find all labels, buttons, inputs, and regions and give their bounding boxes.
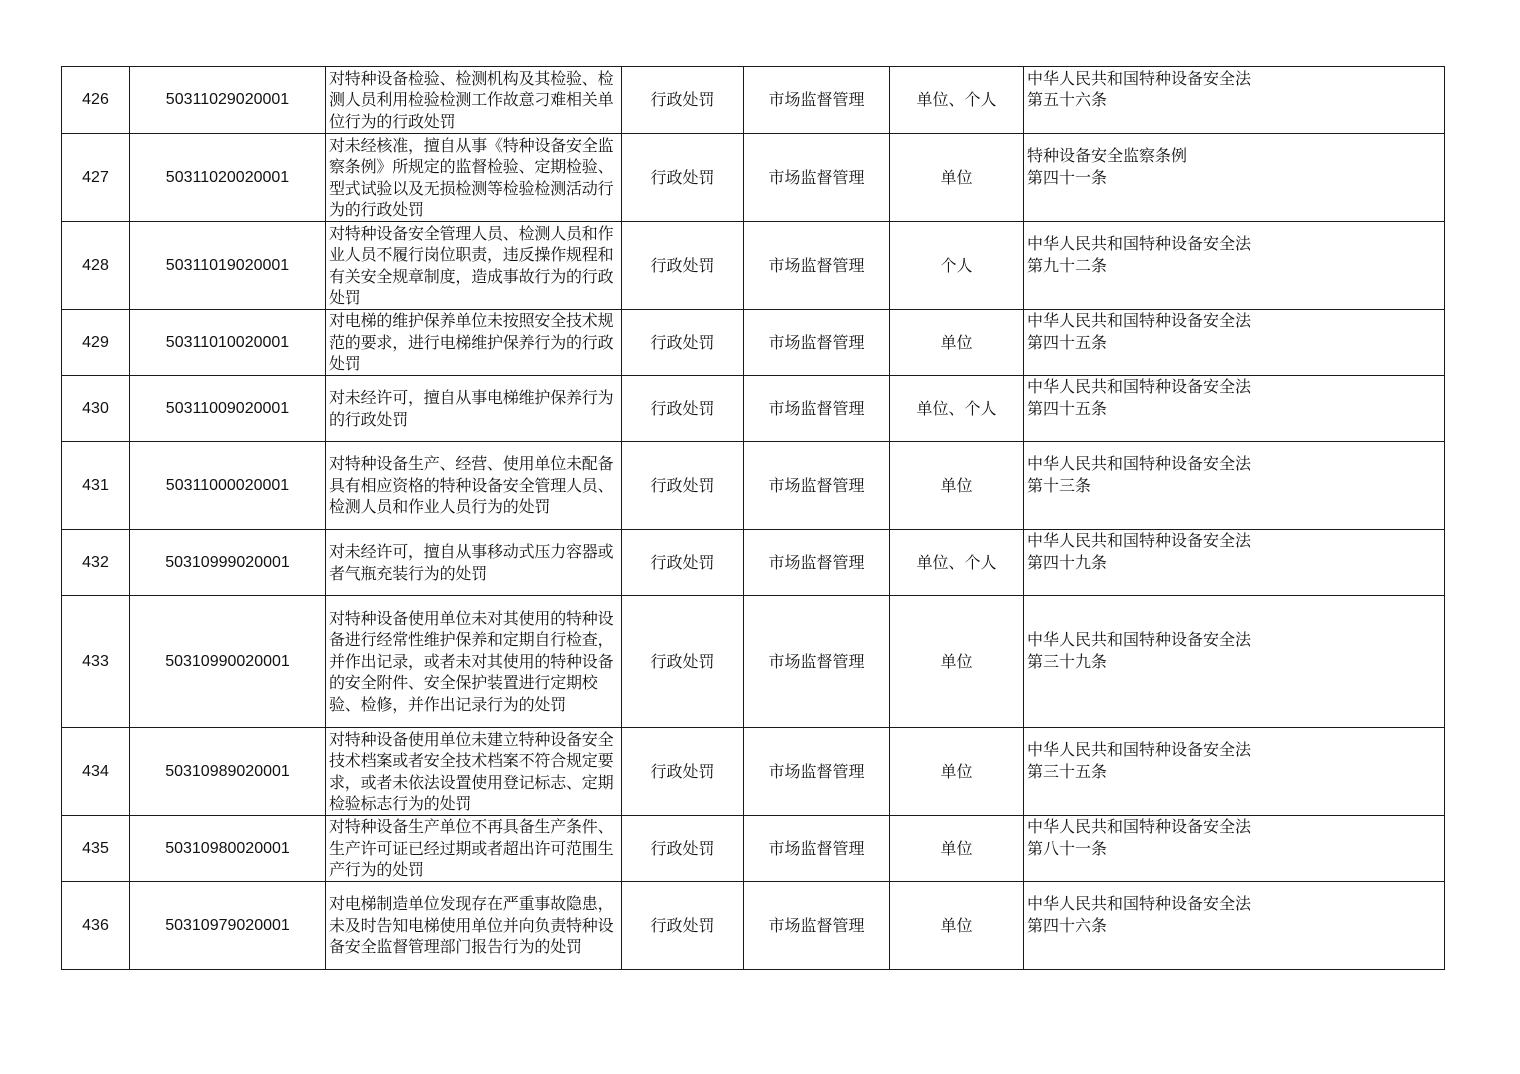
legal-basis [1024,310,1445,376]
legal-basis-content [1027,629,1441,672]
item-name: 对未经许可，擅自从事移动式压力容器或者气瓶充装行为的处罚 [326,530,622,596]
item-code: 50311019020001 [130,222,326,310]
law-article: 第四十九条 [1027,552,1108,572]
legal-basis [1024,882,1445,970]
legal-basis-content [1027,893,1441,936]
table-body [62,67,1445,970]
table-row [62,882,1445,970]
target-subject: 单位 [890,816,1024,882]
power-type: 行政处罚 [622,442,744,530]
legal-basis [1024,728,1445,816]
item-name: 对特种设备使用单位未建立特种设备安全技术档案或者安全技术档案不符合规定要求，或者未依法设置使用登记标志、定期检验标志行为的处罚 [326,728,622,816]
law-article: 第四十六条 [1027,915,1108,935]
item-code: 50310979020001 [130,882,326,970]
table-row [62,442,1445,530]
law-article: 第四十五条 [1027,398,1108,418]
power-type: 行政处罚 [622,376,744,442]
power-type: 行政处罚 [622,530,744,596]
table-row [62,728,1445,816]
law-article: 第十三条 [1027,475,1092,495]
legal-basis [1024,222,1445,310]
power-type: 行政处罚 [622,728,744,816]
legal-basis-content [1027,68,1441,111]
table-row [62,530,1445,596]
legal-basis-content [1027,233,1441,276]
row-number: 431 [62,442,130,530]
target-subject: 个人 [890,222,1024,310]
target-subject: 单位、个人 [890,67,1024,134]
item-code: 50311010020001 [130,310,326,376]
law-name: 特种设备安全监察条例 [1027,146,1188,165]
department: 市场监督管理 [744,596,890,728]
target-subject: 单位 [890,134,1024,222]
legal-basis-content [1027,310,1441,353]
legal-basis-content [1027,816,1441,859]
department: 市场监督管理 [744,134,890,222]
target-subject: 单位 [890,442,1024,530]
legal-basis [1024,134,1445,222]
department: 市场监督管理 [744,376,890,442]
law-article: 第九十二条 [1027,255,1108,275]
spreadsheet-page [61,66,1445,970]
department: 市场监督管理 [744,882,890,970]
legal-basis [1024,376,1445,442]
table-row [62,67,1445,134]
row-number: 428 [62,222,130,310]
item-code: 50310989020001 [130,728,326,816]
item-code: 50310999020001 [130,530,326,596]
power-type: 行政处罚 [622,222,744,310]
target-subject: 单位 [890,882,1024,970]
law-name: 中华人民共和国特种设备安全法 [1027,234,1252,253]
legal-basis-content [1027,530,1441,573]
legal-basis [1024,596,1445,728]
law-name: 中华人民共和国特种设备安全法 [1027,377,1252,396]
item-name: 对特种设备检验、检测机构及其检验、检测人员利用检验检测工作故意刁难相关单位行为的行政处罚 [326,67,622,134]
table-row [62,376,1445,442]
item-name: 对特种设备生产单位不再具备生产条件、生产许可证已经过期或者超出许可范围生产行为的处罚 [326,816,622,882]
power-type: 行政处罚 [622,310,744,376]
law-name: 中华人民共和国特种设备安全法 [1027,531,1252,550]
legal-basis [1024,530,1445,596]
law-name: 中华人民共和国特种设备安全法 [1027,817,1252,836]
department: 市场监督管理 [744,530,890,596]
target-subject: 单位、个人 [890,530,1024,596]
law-article: 第三十九条 [1027,651,1108,671]
item-name: 对特种设备安全管理人员、检测人员和作业人员不履行岗位职责，违反操作规程和有关安全规章制度，造成事故行为的行政处罚 [326,222,622,310]
target-subject: 单位 [890,728,1024,816]
legal-basis [1024,67,1445,134]
law-name: 中华人民共和国特种设备安全法 [1027,630,1252,649]
law-name: 中华人民共和国特种设备安全法 [1027,740,1252,759]
item-name: 对未经核准，擅自从事《特种设备安全监察条例》所规定的监督检验、定期检验、型式试验以及无损检测等检验检测活动行为的行政处罚 [326,134,622,222]
law-article: 第五十六条 [1027,90,1108,109]
row-number: 433 [62,596,130,728]
item-name: 对电梯的维护保养单位未按照安全技术规范的要求，进行电梯维护保养行为的行政处罚 [326,310,622,376]
item-code: 50311020020001 [130,134,326,222]
law-name: 中华人民共和国特种设备安全法 [1027,68,1252,88]
item-code: 50311009020001 [130,376,326,442]
row-number: 434 [62,728,130,816]
power-type: 行政处罚 [622,596,744,728]
law-name: 中华人民共和国特种设备安全法 [1027,311,1252,330]
department: 市场监督管理 [744,728,890,816]
row-number: 432 [62,530,130,596]
law-name: 中华人民共和国特种设备安全法 [1027,454,1252,473]
power-type: 行政处罚 [622,816,744,882]
item-code: 50311029020001 [130,67,326,134]
table-row [62,596,1445,728]
item-code: 50310990020001 [130,596,326,728]
item-name: 对特种设备生产、经营、使用单位未配备具有相应资格的特种设备安全管理人员、检测人员和作业人员行为的处罚 [326,442,622,530]
department: 市场监督管理 [744,442,890,530]
department: 市场监督管理 [744,310,890,376]
row-number: 430 [62,376,130,442]
item-name: 对未经许可，擅自从事电梯维护保养行为的行政处罚 [326,376,622,442]
item-code: 50311000020001 [130,442,326,530]
row-number: 429 [62,310,130,376]
legal-basis-content [1027,739,1441,782]
power-type: 行政处罚 [622,67,744,134]
target-subject: 单位 [890,310,1024,376]
department: 市场监督管理 [744,816,890,882]
law-article: 第八十一条 [1027,838,1108,858]
legal-basis-content [1027,145,1441,188]
row-number: 435 [62,816,130,882]
department: 市场监督管理 [744,67,890,134]
target-subject: 单位、个人 [890,376,1024,442]
item-name: 对特种设备使用单位未对其使用的特种设备进行经常性维护保养和定期自行检查，并作出记录，或者未对其使用的特种设备的安全附件、安全保护装置进行定期校验、检修，并作出记录行为的处罚 [326,596,622,728]
row-number: 427 [62,134,130,222]
table-row [62,134,1445,222]
legal-basis-content [1027,376,1441,419]
item-code: 50310980020001 [130,816,326,882]
row-number: 436 [62,882,130,970]
law-article: 第四十五条 [1027,332,1108,352]
law-name: 中华人民共和国特种设备安全法 [1027,894,1252,913]
table-row [62,222,1445,310]
penalty-table [61,66,1445,970]
target-subject: 单位 [890,596,1024,728]
department: 市场监督管理 [744,222,890,310]
item-name: 对电梯制造单位发现存在严重事故隐患，未及时告知电梯使用单位并向负责特种设备安全监督管理部门报告行为的处罚 [326,882,622,970]
table-row [62,310,1445,376]
legal-basis [1024,442,1445,530]
legal-basis-content [1027,453,1441,496]
row-number: 426 [62,67,130,134]
law-article: 第三十五条 [1027,761,1108,781]
legal-basis [1024,816,1445,882]
table-row [62,816,1445,882]
law-article: 第四十一条 [1027,167,1108,187]
power-type: 行政处罚 [622,134,744,222]
power-type: 行政处罚 [622,882,744,970]
